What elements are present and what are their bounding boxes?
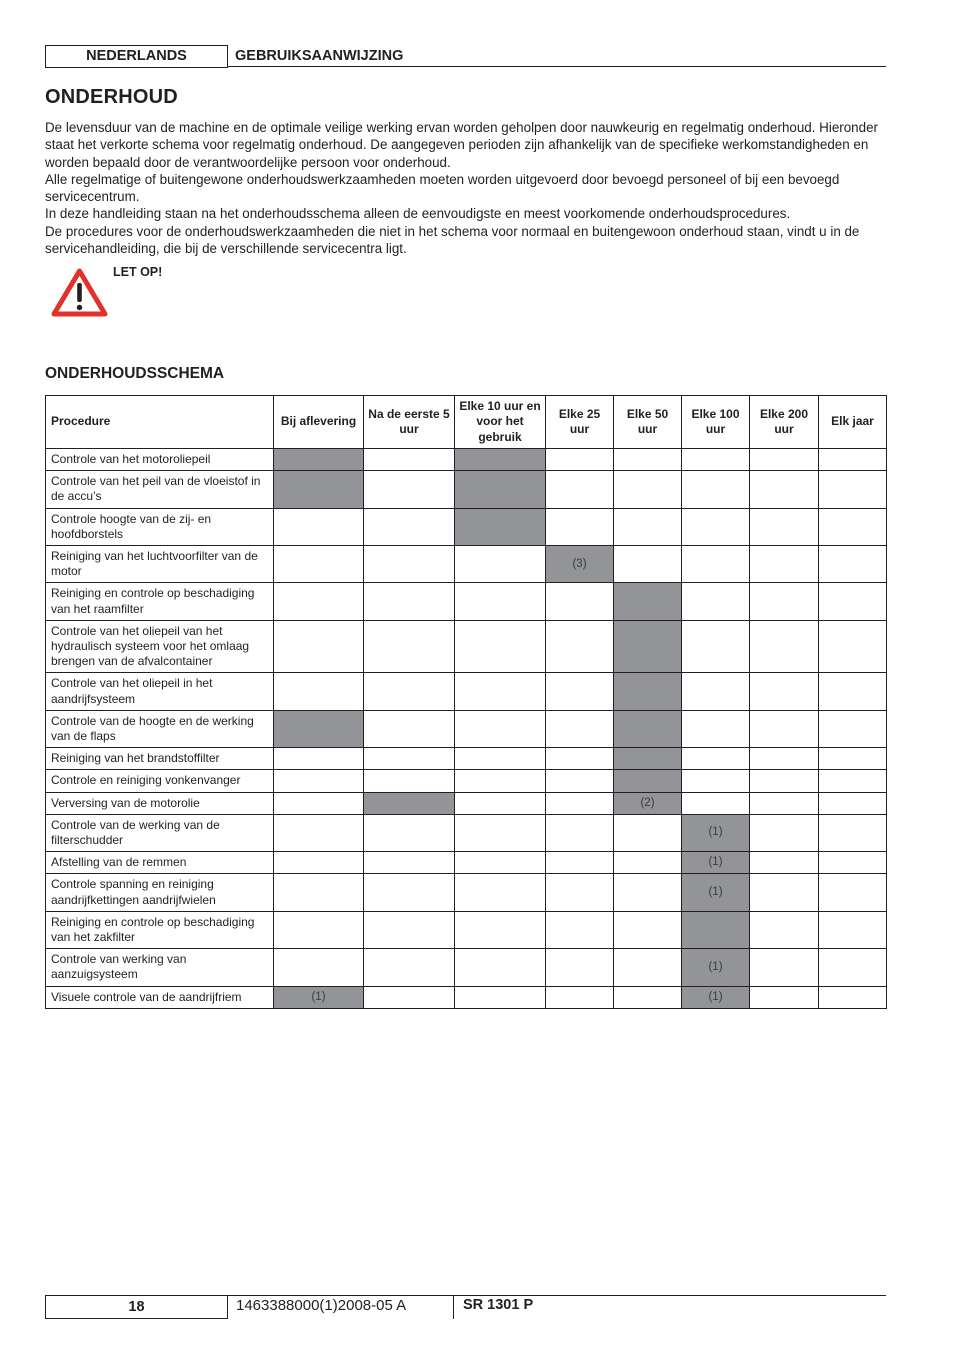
interval-cell-marked: (3) xyxy=(546,546,614,583)
interval-cell-marked xyxy=(455,508,546,545)
interval-cell xyxy=(274,748,364,770)
interval-cell xyxy=(682,792,750,814)
interval-cell xyxy=(455,673,546,710)
interval-cell xyxy=(682,508,750,545)
interval-cell xyxy=(819,449,887,471)
interval-cell xyxy=(546,814,614,851)
interval-cell-marked xyxy=(614,770,682,792)
table-row xyxy=(46,710,887,747)
section-title: ONDERHOUD xyxy=(45,86,178,108)
interval-cell-marked: (1) xyxy=(682,949,750,986)
interval-cell xyxy=(819,949,887,986)
interval-cell xyxy=(819,673,887,710)
interval-cell xyxy=(546,748,614,770)
interval-cell xyxy=(274,546,364,583)
interval-cell xyxy=(364,814,455,851)
interval-cell xyxy=(546,471,614,508)
intro-text xyxy=(45,119,895,257)
interval-cell-marked: (1) xyxy=(682,986,750,1008)
schedule-title: ONDERHOUDSSCHEMA xyxy=(45,365,225,382)
interval-cell xyxy=(455,949,546,986)
interval-cell xyxy=(274,874,364,911)
interval-cell xyxy=(546,710,614,747)
interval-cell xyxy=(455,792,546,814)
interval-cell xyxy=(455,814,546,851)
interval-cell xyxy=(546,949,614,986)
interval-cell xyxy=(546,508,614,545)
procedure-cell: Controle spanning en reiniging aandrijfkettingen aandrijfwielen xyxy=(46,874,274,911)
procedure-cell: Reiniging van het luchtvoorfilter van de motor xyxy=(46,546,274,583)
column-header-procedure: Procedure xyxy=(46,396,274,449)
interval-cell xyxy=(546,673,614,710)
interval-cell xyxy=(750,814,819,851)
interval-cell xyxy=(682,583,750,620)
table-row xyxy=(46,792,887,814)
table-row xyxy=(46,583,887,620)
interval-cell xyxy=(682,673,750,710)
procedure-cell: Controle van de hoogte en de werking van de flaps xyxy=(46,710,274,747)
table-body xyxy=(46,449,887,1009)
interval-cell xyxy=(614,508,682,545)
interval-cell xyxy=(750,710,819,747)
interval-cell xyxy=(819,814,887,851)
interval-cell xyxy=(819,748,887,770)
table-row xyxy=(46,508,887,545)
table-row xyxy=(46,986,887,1008)
interval-cell xyxy=(455,874,546,911)
interval-cell xyxy=(364,673,455,710)
interval-cell xyxy=(274,583,364,620)
interval-cell-marked xyxy=(364,792,455,814)
interval-cell xyxy=(750,852,819,874)
interval-cell-marked xyxy=(455,471,546,508)
interval-cell xyxy=(819,770,887,792)
interval-cell xyxy=(364,710,455,747)
interval-cell xyxy=(682,710,750,747)
interval-cell xyxy=(682,449,750,471)
model-name: SR 1301 P xyxy=(463,1297,534,1313)
interval-cell-marked: (1) xyxy=(682,814,750,851)
page-header xyxy=(45,45,886,67)
interval-cell xyxy=(819,508,887,545)
table-row xyxy=(46,449,887,471)
table-row xyxy=(46,852,887,874)
table-row xyxy=(46,770,887,792)
procedure-cell: Controle en reiniging vonkenvanger xyxy=(46,770,274,792)
interval-cell xyxy=(455,546,546,583)
interval-cell xyxy=(819,874,887,911)
intro-paragraph: Alle regelmatige of buitengewone onderhoudswerkzaamheden moeten worden uitgevoerd door bevoegd personeel of bij een bevoegd servicecentrum. xyxy=(45,171,840,205)
table-row xyxy=(46,748,887,770)
interval-cell xyxy=(614,471,682,508)
interval-cell xyxy=(614,949,682,986)
table-row xyxy=(46,673,887,710)
interval-cell xyxy=(750,986,819,1008)
interval-cell xyxy=(274,814,364,851)
interval-cell xyxy=(682,620,750,673)
interval-cell xyxy=(682,546,750,583)
intro-paragraph: In deze handleiding staan na het onderhoudsschema alleen de eenvoudigste en meest voorkomende onderhoudsprocedures. xyxy=(45,206,791,222)
interval-cell xyxy=(455,583,546,620)
interval-cell xyxy=(614,449,682,471)
column-header-interval: Elke 10 uur en voor het gebruik xyxy=(455,396,546,449)
interval-cell xyxy=(364,852,455,874)
column-header-interval: Elk jaar xyxy=(819,396,887,449)
column-header-interval: Bij aflevering xyxy=(274,396,364,449)
interval-cell xyxy=(274,770,364,792)
column-header-interval: Elke 25 uur xyxy=(546,396,614,449)
maintenance-schedule-table xyxy=(45,395,887,1009)
interval-cell-marked xyxy=(614,620,682,673)
table-header-row xyxy=(46,396,887,449)
interval-cell xyxy=(819,911,887,948)
interval-cell-marked xyxy=(614,673,682,710)
interval-cell xyxy=(750,471,819,508)
language-label: NEDERLANDS xyxy=(45,45,228,68)
interval-cell-marked: (2) xyxy=(614,792,682,814)
interval-cell-marked xyxy=(614,583,682,620)
interval-cell xyxy=(614,814,682,851)
interval-cell-marked xyxy=(274,449,364,471)
procedure-cell: Visuele controle van de aandrijfriem xyxy=(46,986,274,1008)
procedure-cell: Controle van het oliepeil van het hydraulisch systeem voor het omlaag brengen van de afvalcontainer xyxy=(46,620,274,673)
interval-cell xyxy=(750,449,819,471)
column-header-interval: Elke 200 uur xyxy=(750,396,819,449)
interval-cell xyxy=(546,449,614,471)
interval-cell xyxy=(750,770,819,792)
intro-paragraph: De procedures voor de onderhoudswerkzaamheden die niet in het schema voor normaal en buitengewoon onderhoud staan, vindt u in de servicehandleiding, die bij de verschillende servicecentra ligt. xyxy=(45,223,860,257)
procedure-cell: Controle van het oliepeil in het aandrijfsysteem xyxy=(46,673,274,710)
interval-cell xyxy=(750,748,819,770)
interval-cell-marked xyxy=(614,748,682,770)
interval-cell xyxy=(455,770,546,792)
interval-cell xyxy=(546,911,614,948)
column-header-interval: Elke 100 uur xyxy=(682,396,750,449)
interval-cell xyxy=(455,911,546,948)
interval-cell xyxy=(364,874,455,911)
warning-triangle-icon xyxy=(51,268,108,317)
interval-cell-marked: (1) xyxy=(682,852,750,874)
interval-cell xyxy=(819,583,887,620)
interval-cell xyxy=(750,792,819,814)
interval-cell xyxy=(750,583,819,620)
interval-cell xyxy=(750,874,819,911)
interval-cell xyxy=(546,852,614,874)
interval-cell xyxy=(455,710,546,747)
interval-cell xyxy=(364,986,455,1008)
interval-cell xyxy=(455,986,546,1008)
interval-cell-marked: (1) xyxy=(274,986,364,1008)
footer-separator xyxy=(453,1295,454,1319)
interval-cell xyxy=(682,471,750,508)
interval-cell xyxy=(819,471,887,508)
interval-cell xyxy=(274,911,364,948)
procedure-cell: Reiniging van het brandstoffilter xyxy=(46,748,274,770)
interval-cell xyxy=(614,852,682,874)
procedure-cell: Controle van het motoroliepeil xyxy=(46,449,274,471)
interval-cell xyxy=(614,986,682,1008)
interval-cell xyxy=(546,792,614,814)
procedure-cell: Reiniging en controle op beschadiging van het raamfilter xyxy=(46,583,274,620)
column-header-interval: Elke 50 uur xyxy=(614,396,682,449)
interval-cell xyxy=(546,583,614,620)
procedure-cell: Controle van de werking van de filterschudder xyxy=(46,814,274,851)
procedure-cell: Controle van het peil van de vloeistof in de accu’s xyxy=(46,471,274,508)
interval-cell xyxy=(274,852,364,874)
interval-cell xyxy=(364,449,455,471)
interval-cell xyxy=(614,874,682,911)
interval-cell xyxy=(819,852,887,874)
page-number: 18 xyxy=(45,1295,228,1319)
interval-cell xyxy=(364,949,455,986)
interval-cell xyxy=(274,673,364,710)
interval-cell xyxy=(455,748,546,770)
interval-cell xyxy=(750,620,819,673)
interval-cell xyxy=(364,748,455,770)
table-row xyxy=(46,471,887,508)
page-footer xyxy=(45,1295,886,1319)
interval-cell xyxy=(364,471,455,508)
interval-cell-marked xyxy=(274,471,364,508)
document-type: GEBRUIKSAANWIJZING xyxy=(235,48,404,64)
interval-cell-marked xyxy=(614,710,682,747)
interval-cell xyxy=(546,874,614,911)
procedure-cell: Controle hoogte van de zij- en hoofdborstels xyxy=(46,508,274,545)
table-row xyxy=(46,546,887,583)
interval-cell xyxy=(274,620,364,673)
procedure-cell: Afstelling van de remmen xyxy=(46,852,274,874)
interval-cell xyxy=(819,620,887,673)
interval-cell xyxy=(750,508,819,545)
interval-cell xyxy=(455,852,546,874)
interval-cell xyxy=(364,546,455,583)
interval-cell xyxy=(614,911,682,948)
interval-cell xyxy=(682,770,750,792)
interval-cell-marked xyxy=(682,911,750,948)
table-row xyxy=(46,949,887,986)
interval-cell xyxy=(819,986,887,1008)
interval-cell xyxy=(364,620,455,673)
interval-cell xyxy=(546,986,614,1008)
procedure-cell: Reiniging en controle op beschadiging van het zakfilter xyxy=(46,911,274,948)
interval-cell xyxy=(274,508,364,545)
interval-cell xyxy=(819,546,887,583)
table-row xyxy=(46,874,887,911)
interval-cell xyxy=(819,792,887,814)
procedure-cell: Controle van werking van aanzuigsysteem xyxy=(46,949,274,986)
interval-cell-marked xyxy=(274,710,364,747)
interval-cell xyxy=(750,949,819,986)
interval-cell xyxy=(546,620,614,673)
interval-cell-marked: (1) xyxy=(682,874,750,911)
interval-cell xyxy=(364,583,455,620)
interval-cell xyxy=(682,748,750,770)
interval-cell xyxy=(364,508,455,545)
interval-cell xyxy=(750,546,819,583)
interval-cell xyxy=(274,792,364,814)
warning-label: LET OP! xyxy=(113,265,163,279)
interval-cell xyxy=(750,673,819,710)
interval-cell xyxy=(455,620,546,673)
interval-cell xyxy=(546,770,614,792)
interval-cell xyxy=(274,949,364,986)
interval-cell-marked xyxy=(455,449,546,471)
table-row xyxy=(46,814,887,851)
interval-cell xyxy=(750,911,819,948)
interval-cell xyxy=(364,911,455,948)
intro-paragraph: De levensduur van de machine en de optimale veilige werking ervan worden geholpen door nauwkeurig en regelmatig onderhoud. Hieronder staat het verkorte schema voor regelmatig onderhoud. De aangegeven perioden zijn afhankelijk van de specifieke werkomstandigheden en worden bepaald door de verantwoordelijke persoon voor onderhoud. xyxy=(45,120,878,170)
interval-cell xyxy=(614,546,682,583)
table-row xyxy=(46,620,887,673)
interval-cell xyxy=(364,770,455,792)
procedure-cell: Verversing van de motorolie xyxy=(46,792,274,814)
column-header-interval: Na de eerste 5 uur xyxy=(364,396,455,449)
table-row xyxy=(46,911,887,948)
interval-cell xyxy=(819,710,887,747)
document-code: 1463388000(1)2008-05 A xyxy=(236,1297,407,1314)
